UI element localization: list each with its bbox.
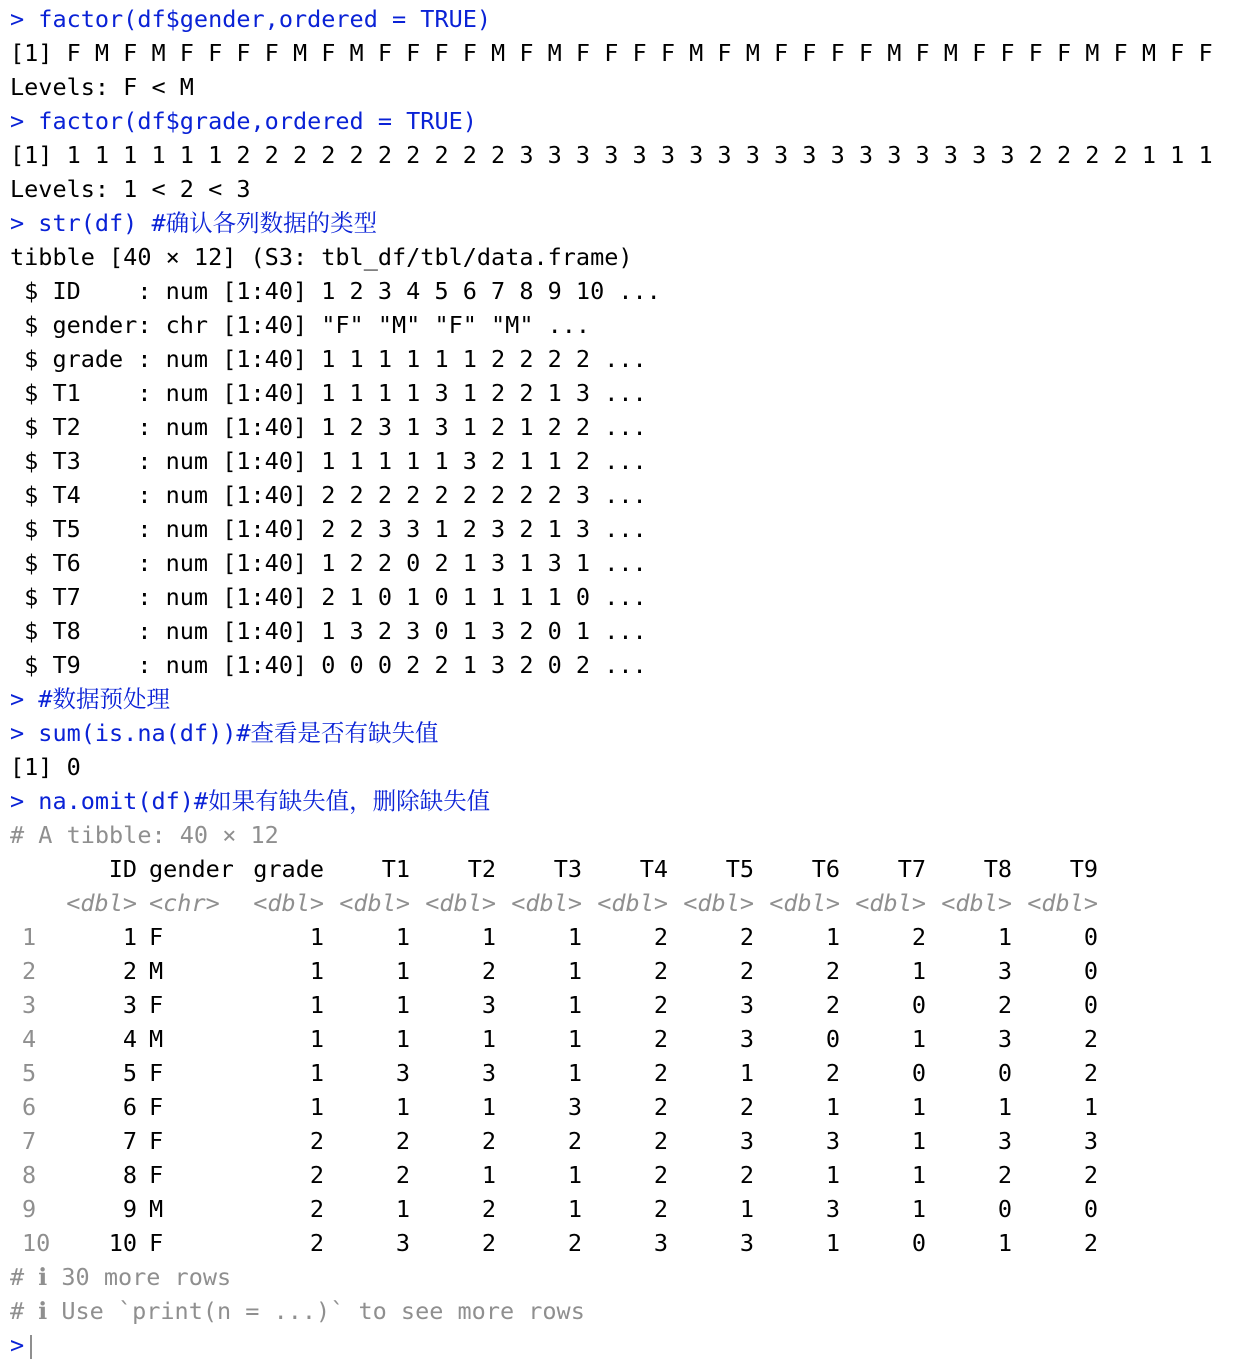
str-line: $ T8 : num [1:40] 1 3 2 3 0 1 3 2 0 1 ... [10, 617, 647, 645]
table-cell: 1 [309, 1093, 324, 1121]
column-header: ID [108, 855, 137, 883]
table-cell: 1 [481, 1025, 496, 1053]
str-output [10, 274, 1242, 682]
table-cell: 2 [911, 923, 926, 951]
row-index: 9 [22, 1195, 37, 1223]
table-cell: 3 [481, 1059, 496, 1087]
command-line: > na.omit(df)#如果有缺失值，删除缺失值 [10, 787, 491, 815]
row-index: 4 [22, 1025, 37, 1053]
table-cell: 1 [567, 1195, 582, 1223]
r-console[interactable] [10, 2, 1242, 1362]
column-header: grade [253, 855, 324, 883]
table-cell: 1 [739, 1059, 754, 1087]
table-cell: F [149, 1161, 164, 1189]
str-line: $ T1 : num [1:40] 1 1 1 1 3 1 2 2 1 3 ... [10, 379, 647, 407]
table-cell: 2 [997, 991, 1012, 1019]
table-cell: 2 [481, 957, 496, 985]
table-cell: 0 [1083, 923, 1098, 951]
table-cell: 2 [122, 957, 137, 985]
row-index: 6 [22, 1093, 37, 1121]
str-line: $ T2 : num [1:40] 1 2 3 1 3 1 2 1 2 2 ... [10, 413, 647, 441]
table-cell: 3 [997, 1025, 1012, 1053]
table-cell: 1 [825, 1093, 840, 1121]
table-cell: 2 [739, 957, 754, 985]
table-cell: 0 [997, 1195, 1012, 1223]
table-cell: 2 [653, 991, 668, 1019]
row-index: 2 [22, 957, 37, 985]
table-cell: 1 [567, 1059, 582, 1087]
table-cell: 2 [481, 1195, 496, 1223]
table-cell: 2 [567, 1229, 582, 1257]
text-cursor [30, 1335, 32, 1359]
table-cell: 1 [395, 923, 410, 951]
table-row [10, 988, 1242, 1022]
tibble-table [10, 852, 1242, 1260]
row-index: 5 [22, 1059, 37, 1087]
table-row [10, 1124, 1242, 1158]
table-cell: 2 [567, 1127, 582, 1155]
table-cell: 0 [997, 1059, 1012, 1087]
table-cell: 1 [997, 923, 1012, 951]
table-cell: F [149, 1229, 164, 1257]
column-header: T4 [639, 855, 668, 883]
row-index: 3 [22, 991, 37, 1019]
table-cell: 3 [481, 991, 496, 1019]
column-header: T5 [725, 855, 754, 883]
str-line: $ T5 : num [1:40] 2 2 3 3 1 2 3 2 1 3 ... [10, 515, 647, 543]
table-row [10, 1226, 1242, 1260]
table-row [10, 1192, 1242, 1226]
table-cell: 1 [997, 1229, 1012, 1257]
table-cell: 2 [653, 1093, 668, 1121]
table-cell: F [149, 923, 164, 951]
table-cell: 3 [825, 1127, 840, 1155]
str-line: $ gender: chr [1:40] "F" "M" "F" "M" ... [10, 311, 591, 339]
row-index: 1 [22, 923, 37, 951]
table-cell: 3 [997, 957, 1012, 985]
table-cell: 2 [309, 1195, 324, 1223]
table-cell: 2 [653, 1195, 668, 1223]
table-cell: 2 [481, 1229, 496, 1257]
column-type: <dbl> [683, 889, 754, 917]
table-cell: M [149, 1195, 164, 1223]
table-cell: 2 [1083, 1229, 1098, 1257]
table-cell: 3 [739, 1025, 754, 1053]
table-cell: 10 [108, 1229, 137, 1257]
footer-more-rows: # ℹ 30 more rows [10, 1263, 232, 1291]
table-cell: 1 [395, 1025, 410, 1053]
table-cell: 2 [825, 991, 840, 1019]
table-cell: 5 [122, 1059, 137, 1087]
table-cell: 1 [567, 991, 582, 1019]
row-index: 7 [22, 1127, 37, 1155]
tibble-header: # A tibble: 40 × 12 [10, 821, 279, 849]
str-line: $ T6 : num [1:40] 1 2 2 0 2 1 3 1 3 1 ... [10, 549, 647, 577]
table-cell: 1 [1083, 1093, 1098, 1121]
table-cell: 3 [997, 1127, 1012, 1155]
column-header: T2 [467, 855, 496, 883]
column-type: <dbl> [597, 889, 668, 917]
table-cell: 0 [1083, 991, 1098, 1019]
column-type: <dbl> [425, 889, 496, 917]
table-cell: 1 [395, 991, 410, 1019]
footer-print-hint: # ℹ Use `print(n = ...)` to see more rows [10, 1297, 585, 1325]
table-cell: M [149, 1025, 164, 1053]
table-cell: 2 [1083, 1161, 1098, 1189]
table-row [10, 920, 1242, 954]
table-cell: 0 [1083, 957, 1098, 985]
table-cell: 3 [739, 991, 754, 1019]
output-line: tibble [40 × 12] (S3: tbl_df/tbl/data.frame) [10, 243, 633, 271]
command-line: > factor(df$gender,ordered = TRUE) [10, 5, 492, 33]
table-cell: 1 [567, 923, 582, 951]
table-cell: 1 [309, 991, 324, 1019]
table-cell: 2 [997, 1161, 1012, 1189]
table-cell: 3 [653, 1229, 668, 1257]
command-line: > factor(df$grade,ordered = TRUE) [10, 107, 477, 135]
table-cell: 2 [653, 957, 668, 985]
table-cell: 1 [309, 923, 324, 951]
table-cell: 2 [309, 1127, 324, 1155]
table-cell: 4 [122, 1025, 137, 1053]
table-cell: F [149, 1127, 164, 1155]
command-line: > str(df) #确认各列数据的类型 [10, 209, 378, 237]
table-cell: 1 [911, 957, 926, 985]
table-cell: 3 [739, 1229, 754, 1257]
table-cell: 1 [825, 923, 840, 951]
column-header: T1 [381, 855, 410, 883]
table-cell: 2 [1083, 1025, 1098, 1053]
column-type: <dbl> [66, 889, 137, 917]
prompt-line[interactable] [10, 1328, 1242, 1362]
table-cell: 3 [395, 1059, 410, 1087]
table-cell: 1 [395, 957, 410, 985]
table-cell: 1 [739, 1195, 754, 1223]
table-cell: 1 [309, 957, 324, 985]
table-cell: 1 [309, 1025, 324, 1053]
table-cell: 1 [122, 923, 137, 951]
table-cell: 2 [481, 1127, 496, 1155]
output-line: Levels: F < M [10, 73, 194, 101]
table-cell: M [149, 957, 164, 985]
table-cell: 1 [481, 1161, 496, 1189]
table-cell: 1 [567, 957, 582, 985]
table-cell: 1 [997, 1093, 1012, 1121]
row-index: 10 [22, 1229, 51, 1257]
table-cell: 1 [481, 923, 496, 951]
table-cell: 1 [825, 1229, 840, 1257]
output-line: [1] 0 [10, 753, 81, 781]
command-line: > sum(is.na(df))#查看是否有缺失值 [10, 719, 439, 747]
column-type: <dbl> [253, 889, 324, 917]
table-cell: 1 [395, 1093, 410, 1121]
table-cell: 0 [911, 1229, 926, 1257]
table-cell: 1 [481, 1093, 496, 1121]
table-cell: 2 [653, 1025, 668, 1053]
table-cell: 1 [911, 1161, 926, 1189]
table-cell: F [149, 1059, 164, 1087]
column-type: <dbl> [511, 889, 582, 917]
table-cell: 2 [739, 1161, 754, 1189]
str-line: $ ID : num [1:40] 1 2 3 4 5 6 7 8 9 10 ... [10, 277, 661, 305]
column-header: T8 [983, 855, 1012, 883]
table-cell: 2 [309, 1161, 324, 1189]
output-line: [1] 1 1 1 1 1 1 2 2 2 2 2 2 2 2 2 2 3 3 3 3 3 3 3 3 3 3 3 3 3 3 3 3 3 3 2 2 2 2 1 1 1 [10, 141, 1213, 169]
table-cell: 3 [567, 1093, 582, 1121]
table-cell: 2 [653, 923, 668, 951]
table-cell: 2 [739, 1093, 754, 1121]
output-line: [1] F M F M F F F F M F M F F F F M F M F F F F M F M F F F F M F M F F F F M F M F F [10, 39, 1213, 67]
str-line: $ T3 : num [1:40] 1 1 1 1 1 3 2 1 1 2 ... [10, 447, 647, 475]
command-line: > #数据预处理 [10, 685, 170, 713]
str-line: $ T7 : num [1:40] 2 1 0 1 0 1 1 1 1 0 ... [10, 583, 647, 611]
table-cell: 2 [309, 1229, 324, 1257]
table-cell: 1 [825, 1161, 840, 1189]
column-type: <dbl> [769, 889, 840, 917]
column-type: <chr> [149, 889, 220, 917]
table-cell: 8 [122, 1161, 137, 1189]
table-cell: 2 [653, 1059, 668, 1087]
prompt-symbol: > [10, 1331, 25, 1359]
table-cell: 7 [122, 1127, 137, 1155]
table-cell: 6 [122, 1093, 137, 1121]
str-line: $ grade : num [1:40] 1 1 1 1 1 1 2 2 2 2 ... [10, 345, 647, 373]
column-type: <dbl> [1027, 889, 1098, 917]
table-cell: 3 [739, 1127, 754, 1155]
table-cell: 1 [911, 1025, 926, 1053]
column-header: T9 [1069, 855, 1098, 883]
table-cell: 2 [395, 1161, 410, 1189]
column-header: gender [149, 855, 234, 883]
table-cell: 0 [911, 1059, 926, 1087]
column-type: <dbl> [339, 889, 410, 917]
column-header: T6 [811, 855, 840, 883]
table-cell: 1 [911, 1127, 926, 1155]
output-line: Levels: 1 < 2 < 3 [10, 175, 251, 203]
table-type-row [10, 886, 1242, 920]
table-cell: 2 [1083, 1059, 1098, 1087]
table-row [10, 1022, 1242, 1056]
str-line: $ T9 : num [1:40] 0 0 0 2 2 1 3 2 0 2 ... [10, 651, 647, 679]
table-cell: 2 [825, 1059, 840, 1087]
table-cell: 3 [1083, 1127, 1098, 1155]
table-cell: 3 [395, 1229, 410, 1257]
column-header: T3 [553, 855, 582, 883]
table-cell: 2 [653, 1127, 668, 1155]
table-cell: 2 [395, 1127, 410, 1155]
table-cell: 1 [395, 1195, 410, 1223]
table-cell: 3 [825, 1195, 840, 1223]
table-cell: 0 [1083, 1195, 1098, 1223]
table-cell: 9 [122, 1195, 137, 1223]
table-header-row [10, 852, 1242, 886]
table-cell: 3 [122, 991, 137, 1019]
row-index: 8 [22, 1161, 37, 1189]
column-type: <dbl> [941, 889, 1012, 917]
table-cell: 0 [825, 1025, 840, 1053]
table-row [10, 954, 1242, 988]
table-cell: 2 [653, 1161, 668, 1189]
table-cell: 2 [825, 957, 840, 985]
table-cell: F [149, 991, 164, 1019]
table-row [10, 1056, 1242, 1090]
column-header: T7 [897, 855, 926, 883]
table-cell: 1 [567, 1161, 582, 1189]
table-row [10, 1090, 1242, 1124]
table-cell: F [149, 1093, 164, 1121]
table-cell: 1 [309, 1059, 324, 1087]
table-cell: 0 [911, 991, 926, 1019]
table-cell: 1 [911, 1093, 926, 1121]
column-type: <dbl> [855, 889, 926, 917]
table-cell: 1 [567, 1025, 582, 1053]
str-line: $ T4 : num [1:40] 2 2 2 2 2 2 2 2 2 3 ... [10, 481, 647, 509]
table-cell: 1 [911, 1195, 926, 1223]
table-cell: 2 [739, 923, 754, 951]
table-row [10, 1158, 1242, 1192]
